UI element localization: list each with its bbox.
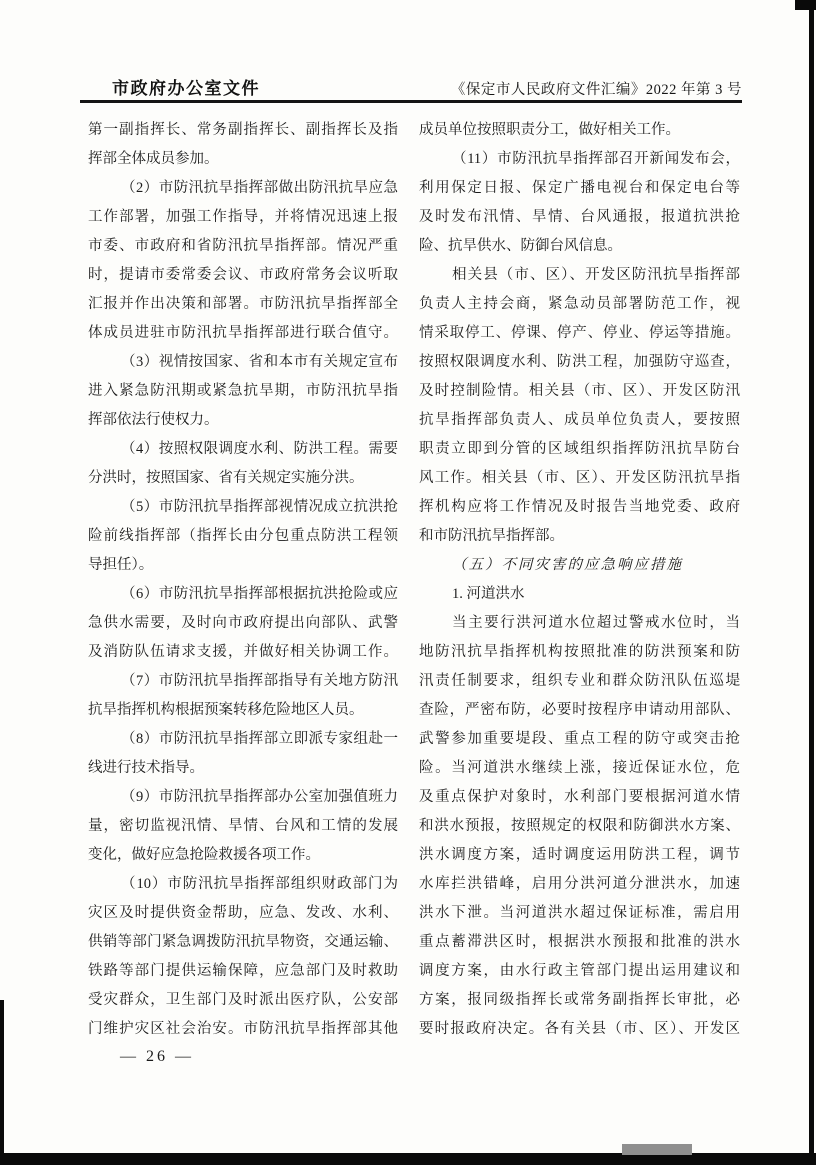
header-rule	[80, 100, 742, 103]
text-line: 抗旱指挥机构根据预案转移危险地区人员。	[88, 702, 364, 718]
text-line: （10）市防汛抗旱指挥部组织财政部门为	[121, 876, 398, 892]
text-line: 变化，做好应急抢险救援各项工作。	[88, 847, 320, 863]
text-line: 线进行技术指导。	[88, 760, 204, 776]
page-number: — 26 —	[120, 1048, 194, 1065]
text-line: （五）不同灾害的应急响应措施	[452, 557, 683, 573]
text-line: 门维护灾区社会治安。市防汛抗旱指挥部其他	[88, 1021, 398, 1037]
text-line: 及消防队伍请求支援，并做好相关协调工作。	[88, 644, 398, 660]
text-line: （8）市防汛抗旱指挥部立即派专家组赴一	[121, 731, 398, 747]
text-line: （5）市防汛抗旱指挥部视情况成立抗洪抢	[121, 499, 398, 515]
text-line: 量，密切监视汛情、旱情、台风和工情的发展	[88, 818, 398, 834]
text-line: 汇报并作出决策和部署。市防汛抗旱指挥部全	[88, 296, 398, 312]
text-line: （11）市防汛抗旱指挥部召开新闻发布会，	[452, 151, 740, 167]
text-line: 分洪时，按照国家、省有关规定实施分洪。	[88, 470, 364, 486]
text-line: （4）按照权限调度水利、防洪工程。需要	[121, 441, 398, 457]
text-line: 按照权限调度水利、防洪工程，加强防守巡查，	[419, 354, 740, 370]
text-line: 挥机构应将工作情况及时报告当地党委、政府	[419, 499, 740, 515]
left-column	[88, 116, 398, 1044]
text-line: 利用保定日报、保定广播电视台和保定电台等	[419, 180, 740, 196]
text-line: 方案，报同级指挥长或常务副指挥长审批，必	[419, 992, 740, 1008]
text-line: 和市防汛抗旱指挥部。	[419, 528, 564, 544]
text-line: 调度方案，由水行政主管部门提出运用建议和	[419, 963, 740, 979]
text-line: 重点蓄滞洪区时，根据洪水预报和批准的洪水	[419, 934, 740, 950]
text-line: 及时控制险情。相关县（市、区）、开发区防汛	[419, 383, 740, 399]
text-line: 及重点保护对象时，水利部门要根据河道水情	[419, 789, 740, 805]
text-line: 1. 河道洪水	[452, 586, 525, 602]
text-line: 洪水调度方案，适时调度运用防洪工程，调节	[419, 847, 740, 863]
text-line: 当主要行洪河道水位超过警戒水位时，当	[452, 615, 740, 631]
text-line: 挥部全体成员参加。	[88, 151, 219, 167]
text-line: 险前线指挥部（指挥长由分包重点防洪工程领	[88, 528, 398, 544]
text-line: （6）市防汛抗旱指挥部根据抗洪抢险或应	[121, 586, 398, 602]
text-line: 和洪水预报，按照规定的权限和防御洪水方案、	[419, 818, 740, 834]
text-line: 武警参加重要堤段、重点工程的防守或突击抢	[419, 731, 740, 747]
text-line: 地防汛抗旱指挥机构按照批准的防洪预案和防	[419, 644, 740, 660]
scan-edge-right	[809, 0, 814, 1165]
text-line: 急供水需要，及时向市政府提出向部队、武警	[88, 615, 398, 631]
text-line: 时，提请市委常委会议、市政府常务会议听取	[88, 267, 398, 283]
text-line: （9）市防汛抗旱指挥部办公室加强值班力	[121, 789, 398, 805]
text-line: 风工作。相关县（市、区）、开发区防汛抗旱指	[419, 470, 740, 486]
scan-edge-bottom	[0, 1153, 816, 1165]
text-line: 相关县（市、区）、开发区防汛抗旱指挥部	[452, 267, 740, 283]
text-line: 负责人主持会商，紧急动员部署防范工作，视	[419, 296, 740, 312]
compilation-title: 《保定市人民政府文件汇编》2022 年第 3 号	[450, 82, 742, 98]
text-line: 导担任）。	[88, 557, 154, 573]
right-column	[419, 116, 740, 1044]
text-line: 灾区及时提供资金帮助，应急、发改、水利、	[88, 905, 398, 921]
text-line: 洪水下泄。当河道洪水超过保证标准，需启用	[419, 905, 740, 921]
text-line: 供销等部门紧急调拨防汛抗旱物资，交通运输、	[88, 934, 398, 950]
text-line: 体成员进驻市防汛抗旱指挥部进行联合值守。	[88, 325, 398, 341]
text-line: 铁路等部门提供运输保障，应急部门及时救助	[88, 963, 398, 979]
text-line: 抗旱指挥部负责人、成员单位负责人，要按照	[419, 412, 740, 428]
text-line: 职责立即到分管的区域组织指挥防汛抗旱防台	[419, 441, 740, 457]
text-line: 查险，严密布防，必要时按程序申请动用部队、	[419, 702, 740, 718]
text-line: （2）市防汛抗旱指挥部做出防汛抗旱应急	[121, 180, 398, 196]
scan-smudge	[622, 1144, 692, 1155]
text-line: 市委、市政府和省防汛抗旱指挥部。情况严重	[88, 238, 398, 254]
text-line: 及时发布汛情、旱情、台风通报，报道抗洪抢	[419, 209, 740, 225]
scan-edge-left	[0, 1000, 4, 1165]
text-line: （7）市防汛抗旱指挥部指导有关地方防汛	[121, 673, 398, 689]
text-line: 工作部署，加强工作指导，并将情况迅速上报	[88, 209, 398, 225]
text-line: 挥部依法行使权力。	[88, 412, 219, 428]
text-line: 成员单位按照职责分工，做好相关工作。	[419, 122, 680, 138]
text-line: 险。当河道洪水继续上涨，接近保证水位，危	[419, 760, 740, 776]
text-line: （3）视情按国家、省和本市有关规定宣布	[121, 354, 398, 370]
text-line: 第一副指挥长、常务副指挥长、副指挥长及指	[88, 122, 398, 138]
text-line: 水库拦洪错峰，启用分洪河道分泄洪水，加速	[419, 876, 740, 892]
text-line: 要时报政府决定。各有关县（市、区）、开发区	[419, 1021, 740, 1037]
scan-edge-top-right	[795, 0, 816, 10]
text-line: 受灾群众，卫生部门及时派出医疗队，公安部	[88, 992, 398, 1008]
text-line: 进入紧急防汛期或紧急抗旱期，市防汛抗旱指	[88, 383, 398, 399]
document-category-title: 市政府办公室文件	[112, 79, 260, 98]
text-line: 险、抗旱供水、防御台风信息。	[419, 238, 622, 254]
text-line: 汛责任制要求，组织专业和群众防汛队伍巡堤	[419, 673, 740, 689]
text-line: 情采取停工、停课、停产、停业、停运等措施。	[419, 325, 740, 341]
